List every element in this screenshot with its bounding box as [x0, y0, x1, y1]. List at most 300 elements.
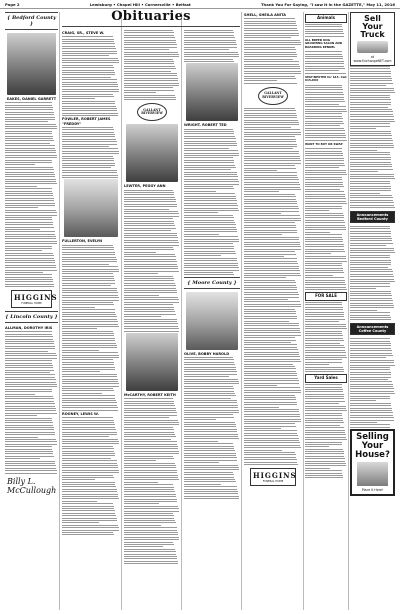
text-line	[244, 392, 301, 393]
text-line	[5, 331, 52, 332]
text-line	[62, 79, 117, 80]
text-line	[305, 227, 346, 228]
column-3	[124, 30, 180, 610]
text-line	[5, 377, 55, 378]
text-line	[305, 451, 344, 452]
text-line	[124, 92, 156, 93]
text-line	[124, 465, 176, 466]
text-line	[350, 174, 394, 175]
text-line	[350, 279, 394, 280]
text-line	[184, 400, 237, 401]
text-line	[62, 364, 114, 365]
text-line	[350, 200, 393, 201]
text-line	[244, 115, 297, 116]
text-line	[62, 390, 114, 391]
text-line	[244, 321, 289, 322]
text-line	[124, 525, 161, 526]
text-line	[124, 40, 176, 41]
text-line	[124, 235, 177, 236]
text-line	[305, 229, 346, 230]
text-line	[350, 228, 390, 229]
text-line	[5, 262, 55, 263]
text-line	[350, 164, 392, 165]
text-line	[244, 21, 296, 22]
text-line	[184, 491, 238, 492]
text-line	[5, 394, 35, 395]
text-line	[184, 431, 237, 432]
text-line	[244, 199, 296, 200]
text-line	[350, 190, 391, 191]
text-line	[124, 302, 179, 303]
text-line	[184, 393, 235, 394]
text-line	[124, 427, 173, 428]
text-line	[244, 277, 286, 278]
text-line	[184, 49, 229, 50]
text-line	[244, 222, 295, 223]
text-line	[62, 451, 114, 452]
text-line	[350, 126, 390, 127]
text-line	[305, 406, 346, 407]
text-line	[350, 119, 394, 120]
text-line	[244, 330, 300, 331]
text-line	[62, 520, 117, 521]
text-line	[184, 438, 239, 439]
text-line	[350, 307, 394, 308]
text-line	[305, 111, 347, 112]
text-line	[5, 343, 54, 344]
text-line	[124, 439, 171, 440]
text-line	[62, 429, 116, 430]
text-line	[124, 479, 179, 480]
text-line	[124, 534, 178, 535]
text-line	[244, 325, 299, 326]
column-divider	[181, 12, 182, 610]
text-line	[62, 108, 117, 109]
text-line	[124, 68, 176, 69]
text-line	[124, 85, 179, 86]
text-line	[244, 354, 299, 355]
text-line	[5, 427, 54, 428]
text-line	[124, 95, 175, 96]
text-line	[305, 394, 344, 395]
text-line	[184, 258, 237, 259]
text-line	[62, 345, 117, 346]
text-line	[244, 196, 296, 197]
text-line	[62, 405, 117, 406]
text-line	[305, 389, 343, 390]
text-line	[184, 477, 234, 478]
text-line	[350, 341, 390, 342]
text-line	[305, 268, 343, 269]
text-line	[124, 61, 174, 62]
text-line	[305, 367, 343, 368]
text-line	[244, 311, 296, 312]
text-line	[62, 62, 119, 63]
text-line	[305, 194, 345, 195]
text-line	[350, 68, 390, 69]
text-line	[62, 383, 119, 384]
text-line	[350, 109, 392, 110]
text-line	[5, 114, 54, 115]
text-line	[184, 493, 238, 494]
text-line	[62, 74, 115, 75]
text-line	[350, 367, 390, 368]
text-line	[184, 371, 237, 372]
text-line	[5, 181, 56, 182]
text-line	[62, 338, 115, 339]
text-line	[350, 303, 393, 304]
text-line	[305, 328, 347, 329]
text-line	[5, 367, 53, 368]
text-line	[305, 453, 344, 454]
text-line	[62, 160, 114, 161]
text-line	[5, 358, 57, 359]
text-line	[244, 234, 282, 235]
text-line	[5, 355, 57, 356]
text-line	[350, 181, 390, 182]
text-line	[124, 537, 179, 538]
text-line	[244, 230, 297, 231]
text-line	[244, 344, 297, 345]
text-line	[184, 184, 239, 185]
text-line	[350, 188, 391, 189]
text-line	[62, 350, 99, 351]
text-line	[124, 295, 159, 296]
text-line	[5, 473, 57, 474]
text-line	[124, 326, 178, 327]
text-line	[124, 321, 177, 322]
text-line	[62, 489, 117, 490]
text-line	[350, 281, 395, 282]
text-line	[124, 66, 175, 67]
text-line	[62, 156, 113, 157]
text-line	[350, 338, 390, 339]
text-line	[305, 208, 342, 209]
text-line	[184, 42, 236, 43]
text-line	[124, 448, 178, 449]
section-moore: { Moore County }	[184, 277, 240, 289]
text-line	[244, 153, 299, 154]
obit-text	[62, 245, 120, 411]
page-number: Page 2	[5, 1, 20, 7]
text-line	[305, 444, 342, 445]
text-line	[184, 270, 239, 271]
text-line	[124, 47, 177, 48]
text-line	[124, 206, 177, 207]
text-line	[305, 116, 342, 117]
text-line	[305, 251, 345, 252]
classified-text	[350, 226, 395, 320]
text-line	[350, 123, 390, 124]
text-line	[244, 371, 296, 372]
text-line	[62, 417, 113, 418]
text-line	[305, 148, 342, 149]
text-line	[62, 101, 115, 102]
text-line	[350, 260, 391, 261]
text-line	[184, 407, 238, 408]
text-line	[244, 282, 296, 283]
text-line	[62, 172, 117, 173]
text-line	[244, 25, 297, 26]
obit-name: ALLMAN, DOROTHY IRIS	[5, 326, 53, 331]
text-line	[244, 54, 297, 55]
text-line	[305, 425, 340, 426]
text-line	[184, 388, 234, 389]
text-line	[124, 97, 176, 98]
text-line	[124, 319, 177, 320]
column-2	[62, 30, 120, 610]
section-bedford: { Bedford County }	[5, 12, 58, 30]
text-line	[184, 386, 233, 387]
text-line	[5, 193, 53, 194]
text-line	[305, 287, 346, 288]
text-line	[244, 263, 298, 264]
text-line	[244, 239, 299, 240]
text-line	[5, 183, 57, 184]
text-line	[350, 114, 393, 115]
text-line	[124, 228, 176, 229]
text-line	[244, 211, 299, 212]
text-line	[350, 357, 386, 358]
text-line	[184, 200, 237, 201]
text-line	[184, 138, 236, 139]
text-line	[244, 73, 301, 74]
paper-title: Lewisburg • Chapel Hill • Cornersville • Belfast	[89, 1, 191, 7]
obit-text	[244, 18, 302, 84]
text-line	[305, 371, 344, 372]
text-line	[244, 407, 279, 408]
text-line	[184, 376, 229, 377]
text-line	[350, 248, 394, 249]
text-line	[244, 227, 296, 228]
text-line	[124, 554, 176, 555]
text-line	[62, 245, 113, 246]
text-line	[244, 373, 297, 374]
text-line	[62, 98, 95, 99]
text-line	[244, 380, 299, 381]
text-line	[244, 442, 300, 443]
text-line	[350, 205, 394, 206]
text-line	[305, 99, 344, 100]
ad-sell-your-truck	[350, 12, 395, 66]
text-line	[350, 169, 393, 170]
text-line	[5, 172, 54, 173]
text-line	[124, 254, 175, 255]
text-line	[244, 258, 297, 259]
text-line	[244, 402, 297, 403]
text-line	[244, 218, 301, 219]
text-line	[62, 89, 119, 90]
text-line	[5, 396, 53, 397]
text-line	[244, 129, 300, 130]
text-line	[62, 393, 102, 394]
text-line	[62, 496, 118, 497]
text-line	[244, 151, 299, 152]
obit-name: EAKES, DANIEL GARRETT	[6, 97, 57, 101]
text-line	[184, 274, 234, 275]
text-line	[350, 415, 393, 416]
text-line	[62, 127, 113, 128]
text-line	[305, 121, 343, 122]
text-line	[184, 160, 234, 161]
text-line	[184, 265, 238, 266]
text-line	[305, 109, 346, 110]
text-line	[184, 141, 236, 142]
text-line	[124, 87, 173, 88]
text-line	[184, 367, 236, 368]
text-line	[244, 356, 300, 357]
text-line	[350, 298, 392, 299]
section-lincoln: { Lincoln County }	[5, 311, 58, 323]
text-line	[5, 341, 54, 342]
text-line	[184, 162, 234, 163]
text-line	[5, 406, 55, 407]
text-line	[350, 369, 390, 370]
text-line	[350, 396, 390, 397]
text-line	[305, 101, 345, 102]
text-line	[5, 336, 53, 337]
text-line	[124, 539, 179, 540]
text-line	[184, 47, 237, 48]
text-line	[305, 106, 346, 107]
text-line	[124, 434, 175, 435]
text-line	[5, 121, 48, 122]
text-line	[305, 384, 342, 385]
text-line	[305, 232, 330, 233]
title-rule	[62, 26, 240, 27]
text-line	[184, 481, 236, 482]
text-line	[305, 125, 340, 126]
text-line	[244, 328, 300, 329]
text-line	[5, 458, 40, 459]
text-line	[244, 132, 301, 133]
text-line	[244, 445, 300, 446]
text-line	[124, 405, 175, 406]
text-line	[305, 352, 346, 353]
text-line	[350, 140, 393, 141]
text-line	[62, 300, 119, 301]
signature: Billy L. McCullough	[7, 476, 57, 495]
text-line	[244, 30, 298, 31]
text-line	[124, 288, 176, 289]
text-line	[305, 225, 345, 226]
text-line	[244, 340, 296, 341]
text-line	[305, 118, 343, 119]
text-line	[184, 54, 239, 55]
text-line	[305, 333, 342, 334]
text-line	[124, 304, 173, 305]
text-line	[62, 70, 114, 71]
text-line	[5, 124, 56, 125]
text-line	[124, 558, 177, 559]
text-line	[350, 88, 394, 89]
text-line	[62, 110, 117, 111]
text-line	[184, 153, 239, 154]
text-line	[305, 70, 339, 71]
text-line	[305, 302, 342, 303]
text-line	[350, 202, 394, 203]
classified-spay-neuter: SPAY/NEUTER for $15. Call 615-XXX	[305, 74, 347, 83]
text-line	[5, 191, 52, 192]
text-line	[124, 59, 173, 60]
text-line	[305, 284, 346, 285]
text-line	[305, 128, 344, 129]
text-line	[184, 32, 234, 33]
text-line	[350, 424, 390, 425]
text-line	[124, 247, 173, 248]
text-line	[244, 313, 296, 314]
text-line	[305, 104, 339, 105]
text-line	[244, 113, 296, 114]
text-line	[350, 226, 390, 227]
announcements-bedford: Announcements Bedford County	[350, 211, 395, 223]
text-line	[244, 208, 299, 209]
text-line	[62, 465, 118, 466]
column-4	[184, 30, 240, 610]
text-line	[62, 292, 118, 293]
text-line	[124, 556, 177, 557]
text-line	[62, 134, 115, 135]
text-line	[244, 83, 297, 84]
text-line	[184, 426, 236, 427]
text-line	[244, 447, 301, 448]
text-line	[184, 255, 221, 256]
text-line	[124, 314, 176, 315]
text-line	[350, 107, 388, 108]
text-line	[244, 141, 296, 142]
text-line	[62, 525, 118, 526]
text-line	[62, 283, 115, 284]
text-line	[124, 328, 179, 329]
text-line	[124, 290, 177, 291]
text-line	[124, 261, 177, 262]
text-line	[124, 453, 179, 454]
ad-selling-your-house-heading: Selling Your House?	[355, 432, 390, 460]
text-line	[244, 335, 301, 336]
text-line	[305, 470, 342, 471]
text-line	[350, 193, 380, 194]
text-line	[5, 234, 55, 235]
text-line	[124, 506, 178, 507]
text-line	[124, 417, 169, 418]
text-line	[124, 190, 173, 191]
text-line	[5, 119, 55, 120]
text-line	[244, 359, 300, 360]
text-line	[350, 195, 392, 196]
text-line	[350, 128, 376, 129]
text-line	[5, 437, 38, 438]
text-line	[124, 458, 174, 459]
text-line	[62, 170, 117, 171]
text-line	[244, 170, 277, 171]
text-line	[305, 170, 346, 171]
text-line	[62, 355, 119, 356]
house-image	[357, 462, 388, 486]
text-line	[5, 374, 55, 375]
text-line	[350, 183, 390, 184]
text-line	[62, 77, 111, 78]
text-line	[62, 312, 115, 313]
text-line	[305, 137, 346, 138]
obit-text	[62, 417, 120, 535]
text-line	[305, 206, 342, 207]
text-line	[184, 472, 233, 473]
text-line	[305, 321, 339, 322]
text-line	[124, 52, 178, 53]
text-line	[184, 374, 237, 375]
text-line	[5, 410, 56, 411]
text-line	[62, 82, 117, 83]
